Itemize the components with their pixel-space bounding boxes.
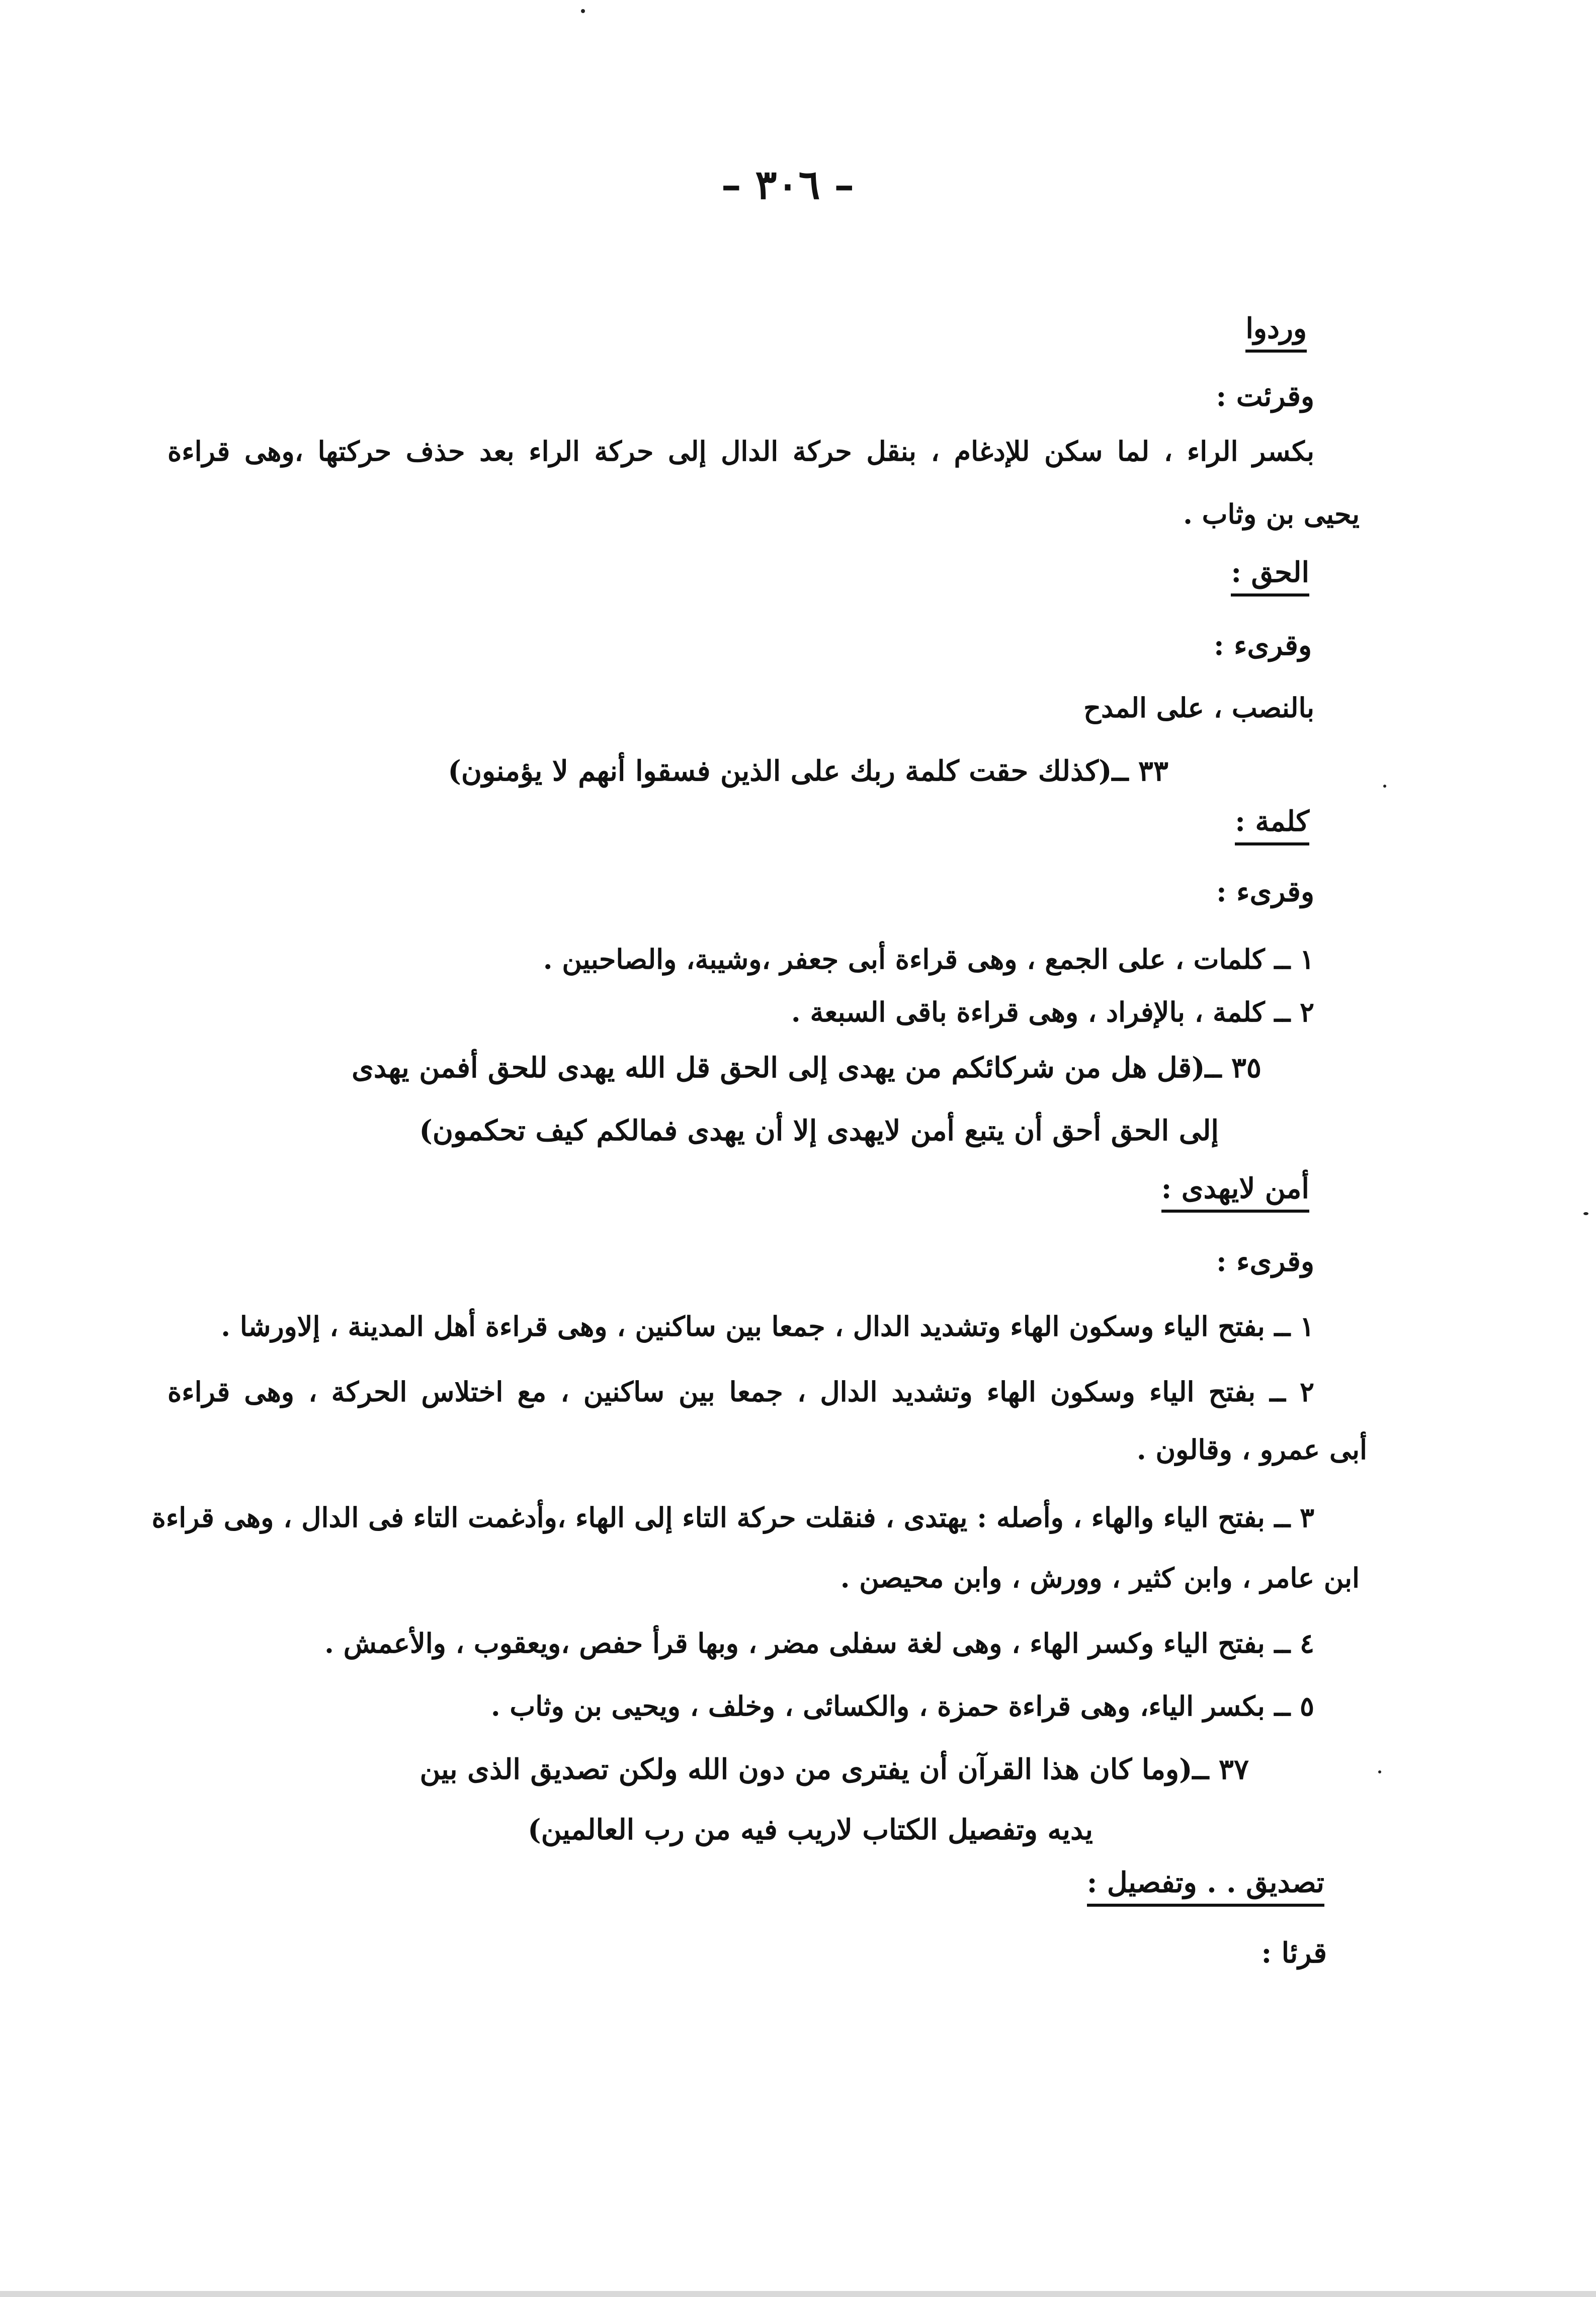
heading-aman-la-yahdi: أمن لايهدى : xyxy=(1161,1174,1309,1213)
verse-33: ٣٣ ــ(كذلك حقت كلمة ربك على الذين فسقوا أنهم لا يؤمنون) xyxy=(448,754,1168,788)
heading-waraddu: وردوا xyxy=(1245,314,1307,353)
heading-al-haqq: الحق : xyxy=(1231,558,1309,597)
verse-37-continued: يديه وتفصيل الكتاب لاريب فيه من رب العالمين) xyxy=(528,1813,1093,1846)
page-bottom-edge xyxy=(0,2291,1596,2297)
list-item: ٤ ــ بفتح الياء وكسر الهاء ، وهى لغة سفلى مضر ، وبها قرأ حفص ،ويعقوب ، والأعمش . xyxy=(324,1627,1314,1659)
verse-35: ٣٥ ــ(قل هل من شركائكم من يهدى إلى الحق قل الله يهدى للحق أفمن يهدى xyxy=(352,1051,1262,1084)
scan-speck xyxy=(1583,1212,1588,1215)
list-item: ٣ ــ بفتح الياء والهاء ، وأصله : يهتدى ، فنقلت حركة التاء إلى الهاء ،وأدغمت التاء فى الدال ، وهى قراءة xyxy=(151,1501,1314,1534)
paragraph-line: يحيى بن وثاب . xyxy=(1183,498,1360,530)
list-item-continued: أبى عمرو ، وقالون . xyxy=(1136,1433,1367,1466)
verse-37: ٣٧ ــ(وما كان هذا القرآن أن يفترى من دون الله ولكن تصديق الذى بين xyxy=(419,1753,1249,1786)
label-wa-quri: وقرىء : xyxy=(1213,629,1312,662)
list-item: ١ ــ كلمات ، على الجمع ، وهى قراءة أبى جعفر ،وشيبة، والصاحبين . xyxy=(543,943,1314,975)
heading-tasdiq-tafsil: تصديق . . وتفصيل : xyxy=(1087,1868,1324,1907)
scan-speck xyxy=(1383,785,1386,788)
label-wa-quri: وقرىء : xyxy=(1216,875,1314,908)
page-number: – ٣٠٦ – xyxy=(721,161,855,208)
label-quria: قرئا : xyxy=(1261,1936,1327,1970)
list-item: ٢ ــ بفتح الياء وسكون الهاء وتشديد الدال ، جمعا بين ساكنين ، مع اختلاس الحركة ، وهى قراءة xyxy=(167,1376,1314,1408)
list-item: ١ ــ بفتح الياء وسكون الهاء وتشديد الدال ، جمعا بين ساكنين ، وهى قراءة أهل المدينة ، إلاورشا . xyxy=(221,1310,1314,1342)
list-item: ٥ ــ بكسر الياء، وهى قراءة حمزة ، والكسائى ، وخلف ، ويحيى بن وثاب . xyxy=(490,1690,1314,1722)
verse-35-continued: إلى الحق أحق أن يتبع أمن لايهدى إلا أن يهدى فمالكم كيف تحكمون) xyxy=(419,1114,1219,1147)
paragraph-line: بكسر الراء ، لما سكن للإدغام ، بنقل حركة الدال إلى حركة الراء بعد حذف حركتها ،وهى قراءة xyxy=(167,435,1314,467)
list-item-continued: ابن عامر ، وابن كثير ، وورش ، وابن محيصن . xyxy=(840,1562,1360,1594)
list-item: ٢ ــ كلمة ، بالإفراد ، وهى قراءة باقى السبعة . xyxy=(791,996,1314,1028)
scan-speck xyxy=(1378,1770,1381,1773)
paragraph-line: بالنصب ، على المدح xyxy=(1083,692,1314,724)
label-wa-quriat: وقرئت : xyxy=(1216,380,1314,413)
heading-kalimah: كلمة : xyxy=(1235,807,1309,845)
label-wa-quri: وقرىء : xyxy=(1216,1245,1314,1278)
scan-speck xyxy=(581,9,585,13)
